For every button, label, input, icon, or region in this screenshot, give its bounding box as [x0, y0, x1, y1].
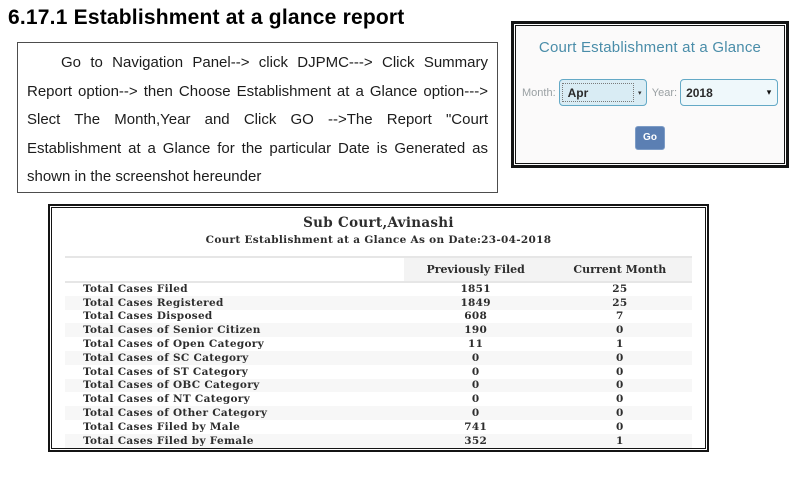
- row-previously-filed: 0: [471, 407, 480, 420]
- report-table-body: [65, 282, 692, 448]
- row-current-month: 1: [616, 338, 624, 351]
- row-label: Total Cases Disposed: [83, 310, 213, 323]
- row-current-month: 0: [616, 393, 624, 406]
- row-current-month: 1: [616, 434, 624, 447]
- row-label: Total Cases Filed by Male: [83, 420, 241, 433]
- row-current-month: 0: [616, 407, 624, 420]
- row-previously-filed: 1851: [460, 283, 491, 296]
- row-current-month: 0: [616, 365, 624, 378]
- row-current-month: 25: [612, 283, 628, 296]
- row-previously-filed: 1849: [460, 296, 491, 309]
- row-label: Total Cases Registered: [83, 296, 224, 309]
- go-button-row: [516, 126, 784, 150]
- row-current-month: 0: [616, 379, 624, 392]
- row-label: Total Cases of Senior Citizen: [83, 324, 261, 337]
- page-title: 6.17.1 Establishment at a glance report: [8, 6, 405, 29]
- row-current-month: 0: [616, 351, 624, 364]
- row-current-month: 7: [616, 310, 624, 323]
- month-label: Month:: [522, 86, 556, 99]
- report-court-name: Sub Court,Avinashi: [303, 215, 454, 231]
- row-previously-filed: 741: [464, 420, 488, 433]
- instructions-box: [17, 42, 498, 193]
- table-row: [65, 337, 692, 351]
- widget-controls: [516, 79, 784, 106]
- table-row: [65, 420, 692, 434]
- row-previously-filed: 352: [464, 434, 488, 447]
- row-label: Total Cases of NT Category: [83, 393, 251, 406]
- row-previously-filed: 0: [471, 393, 480, 406]
- report-frame: [51, 207, 706, 449]
- table-row: [65, 296, 692, 310]
- table-row: [65, 323, 692, 337]
- month-select[interactable]: [559, 79, 647, 106]
- table-row: [65, 379, 692, 393]
- row-current-month: 25: [612, 296, 628, 309]
- table-row: [65, 365, 692, 379]
- year-selected-value: 2018: [686, 85, 713, 100]
- table-row: [65, 282, 692, 296]
- row-label: Total Cases of ST Category: [83, 365, 248, 378]
- table-row: [65, 310, 692, 324]
- go-button[interactable]: Go: [635, 126, 665, 150]
- row-previously-filed: 11: [468, 338, 484, 351]
- report-subtitle: Court Establishment at a Glance As on Date:23-04-2018: [205, 234, 552, 246]
- glance-widget-panel: [511, 21, 789, 168]
- table-row: [65, 392, 692, 406]
- report-table: [65, 256, 692, 448]
- report-panel: [48, 204, 709, 452]
- row-label: Total Cases of OBC Category: [83, 379, 260, 392]
- year-label: Year:: [651, 86, 678, 99]
- table-row: [65, 351, 692, 365]
- table-row: [65, 406, 692, 420]
- row-previously-filed: 0: [471, 379, 480, 392]
- row-previously-filed: 190: [464, 324, 488, 337]
- row-previously-filed: 0: [471, 351, 480, 364]
- widget-title: Court Establishment at a Glance: [538, 39, 762, 56]
- row-previously-filed: 0: [471, 365, 480, 378]
- header-current-month: Current Month: [548, 257, 692, 282]
- chevron-down-icon: ▾: [766, 87, 772, 97]
- year-select[interactable]: [680, 79, 778, 106]
- instructions-text: Go to Navigation Panel--> click DJPMC---> Click Summary Report option--> then Choose Establishment at a Glance option---> Slect The Month,Year and Click GO -->The Report "Court Establishment at a Glance for the particular Date is Generated as shown in the screenshot hereunder: [27, 54, 488, 185]
- row-label: Total Cases of Other Category: [83, 407, 268, 420]
- header-empty-cell: [65, 257, 404, 282]
- row-previously-filed: 608: [464, 310, 488, 323]
- month-selected-value: Apr: [562, 83, 634, 102]
- row-label: Total Cases Filed: [83, 283, 188, 296]
- row-label: Total Cases of Open Category: [83, 338, 264, 351]
- glance-widget-frame: [515, 25, 785, 164]
- table-row: [65, 434, 692, 448]
- row-label: Total Cases Filed by Female: [83, 434, 254, 447]
- report-header-row: [65, 257, 692, 282]
- header-previously-filed: Previously Filed: [404, 257, 548, 282]
- row-current-month: 0: [616, 324, 624, 337]
- row-current-month: 0: [616, 420, 624, 433]
- chevron-down-icon: ▾: [638, 89, 642, 97]
- row-label: Total Cases of SC Category: [83, 351, 249, 364]
